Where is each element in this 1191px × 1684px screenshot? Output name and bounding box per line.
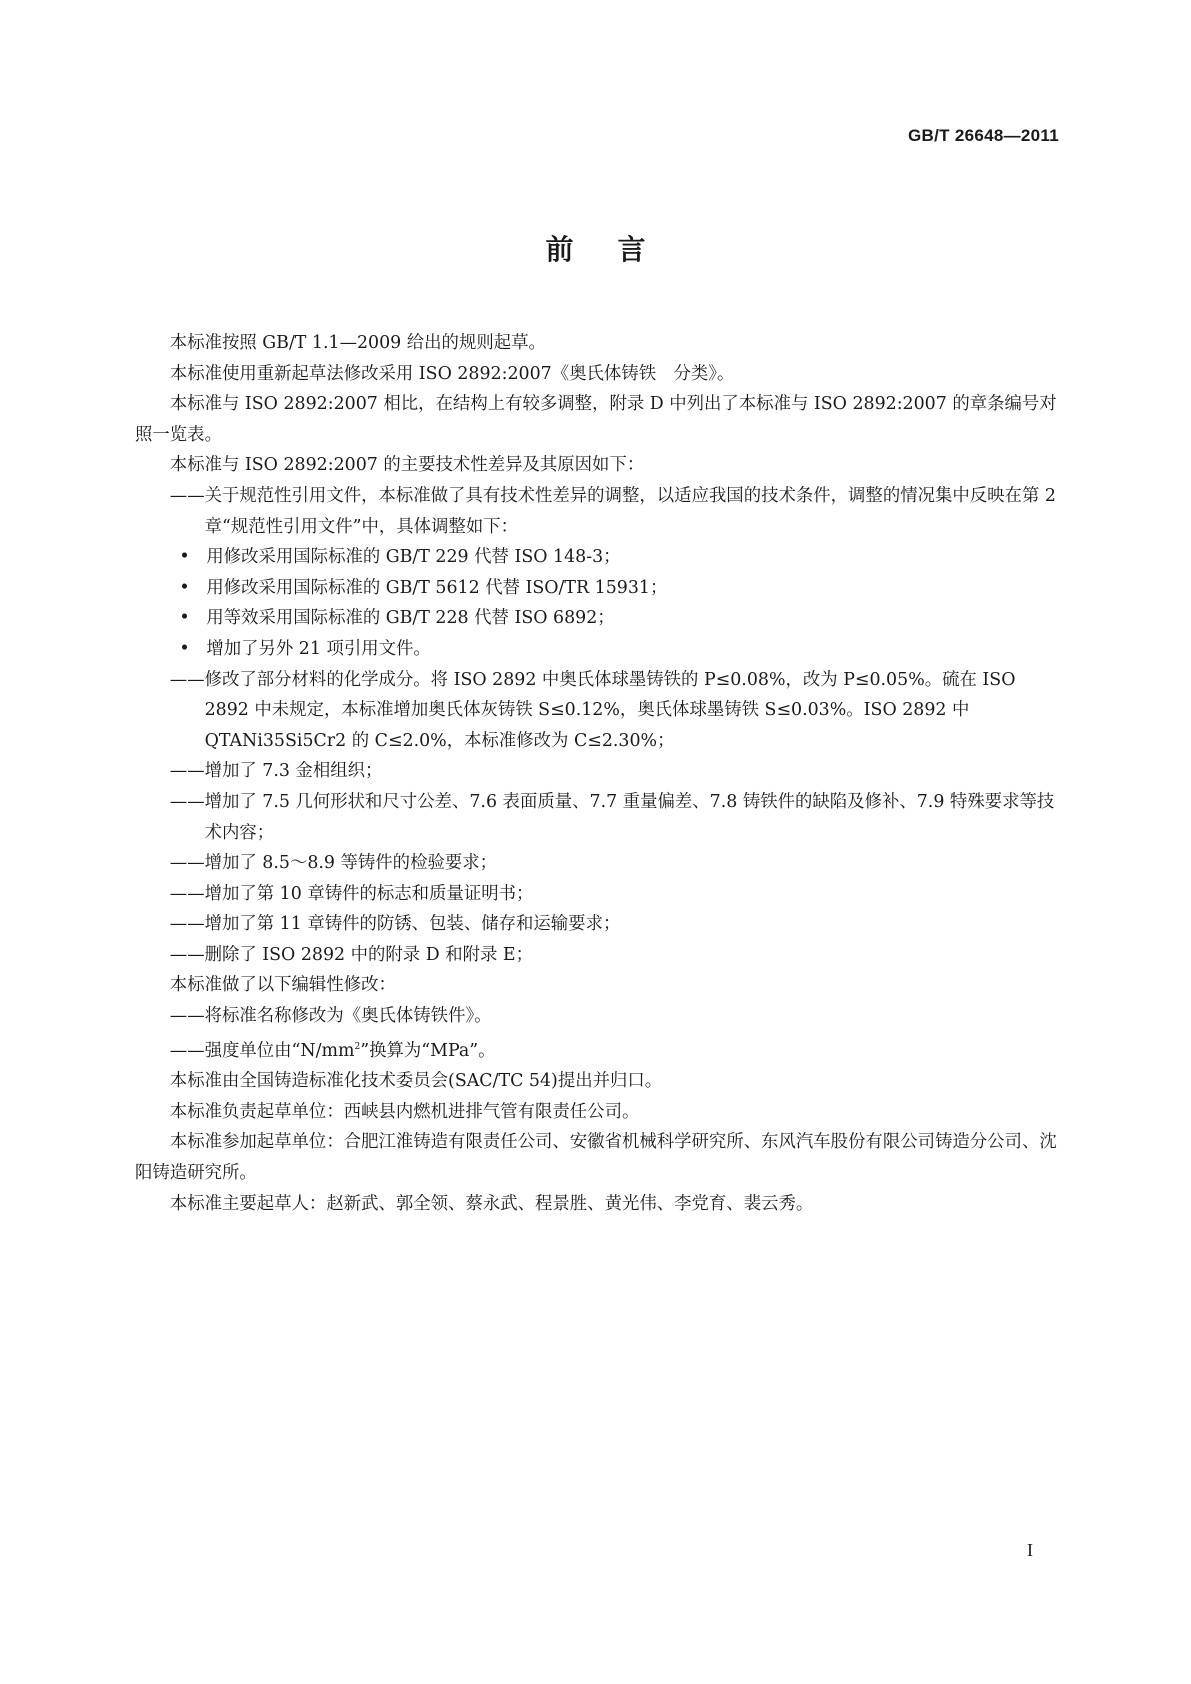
- list-item-marking: ——增加了第 10 章铸件的标志和质量证明书；: [169, 883, 534, 904]
- paragraph-participating-drafters: 本标准参加起草单位：合肥江淮铸造有限责任公司、安徽省机械科学研究所、东风汽车股份有限公司铸造分公司、沈阳铸造研究所。: [135, 1132, 1057, 1184]
- unit-text-before: ——强度单位由“N/mm: [169, 1040, 355, 1061]
- list-item-title-change: ——将标准名称修改为《奥氏体铸铁件》。: [169, 1006, 492, 1027]
- bullet-text: 增加了另外 21 项引用文件。: [206, 638, 431, 659]
- list-item-unit-change: [170, 1032, 1057, 1067]
- paragraph-responsible-drafter: 本标准负责起草单位：西峡县内燃机进排气管有限责任公司。: [169, 1101, 640, 1122]
- bullet-item: [179, 542, 1057, 573]
- list-item-normative-references: ——关于规范性引用文件，本标准做了具有技术性差异的调整，以适应我国的技术条件，调整的情况集中反映在第 2 章“规范性引用文件”中，具体调整如下：: [169, 485, 1056, 537]
- list-item-metallographic: ——增加了 7.3 金相组织；: [169, 761, 383, 782]
- unit-text-after: ”换算为“MPa”。: [360, 1040, 496, 1061]
- bullet-icon: •: [179, 577, 190, 598]
- bullet-item: [179, 634, 1057, 665]
- bullet-item: [179, 573, 1057, 604]
- list-item-packaging: ——增加了第 11 章铸件的防锈、包装、储存和运输要求；: [169, 914, 621, 935]
- standard-number: GB/T 26648—2011: [908, 126, 1059, 145]
- bullet-text: 用修改采用国际标准的 GB/T 229 代替 ISO 148-3；: [206, 547, 621, 568]
- list-item-inspection: ——增加了 8.5～8.9 等铸件的检验要求；: [169, 853, 498, 874]
- bullet-icon: •: [179, 638, 190, 659]
- bullet-icon: •: [179, 547, 190, 568]
- paragraph-structure: 本标准与 ISO 2892:2007 相比，在结构上有较多调整，附录 D 中列出了本标准与 ISO 2892:2007 的章条编号对照一览表。: [135, 394, 1057, 445]
- unit-superscript: 2: [354, 1041, 361, 1052]
- bullet-item: [179, 603, 1057, 634]
- paragraph-drafting-rules: 本标准按照 GB/T 1.1—2009 给出的规则起草。: [169, 333, 546, 353]
- bullet-text: 用修改采用国际标准的 GB/T 5612 代替 ISO/TR 15931；: [206, 577, 668, 598]
- list-item-technical-content: ——增加了 7.5 几何形状和尺寸公差、7.6 表面质量、7.7 重量偏差、7.8 铸铁件的缺陷及修补、7.9 特殊要求等技术内容；: [169, 791, 1055, 843]
- bullet-icon: •: [179, 608, 190, 629]
- paragraph-editorial-intro: 本标准做了以下编辑性修改：: [169, 975, 396, 996]
- paragraph-differences-intro: 本标准与 ISO 2892:2007 的主要技术性差异及其原因如下：: [169, 455, 645, 476]
- paragraph-adoption: 本标准使用重新起草法修改采用 ISO 2892:2007《奥氏体铸铁 分类》。: [169, 363, 735, 384]
- paragraph-proposer: 本标准由全国铸造标准化技术委员会(SAC/TC 54)提出并归口。: [169, 1071, 663, 1092]
- document-body: [135, 328, 1057, 1219]
- bullet-text: 用等效采用国际标准的 GB/T 228 代替 ISO 6892；: [206, 608, 615, 629]
- paragraph-main-drafters: 本标准主要起草人：赵新武、郭全领、蔡永武、程景胜、黄光伟、李党育、裴云秀。: [169, 1193, 814, 1214]
- list-item-deleted-annexes: ——删除了 ISO 2892 中的附录 D 和附录 E；: [169, 944, 533, 965]
- list-item-chemical-composition: ——修改了部分材料的化学成分。将 ISO 2892 中奥氏体球墨铸铁的 P≤0.08%，改为 P≤0.05%。硫在 ISO 2892 中未规定，本标准增加奥氏体灰铸铁 S≤0.12%，奥氏体球墨铸铁 S≤0.03%。ISO 2892 中 QTANi35Si5Cr2 的 C≤2.0%，本标准修改为 C≤2.30%；: [169, 669, 1016, 751]
- page-title: 前言: [545, 233, 690, 266]
- page-number: I: [1027, 1540, 1033, 1560]
